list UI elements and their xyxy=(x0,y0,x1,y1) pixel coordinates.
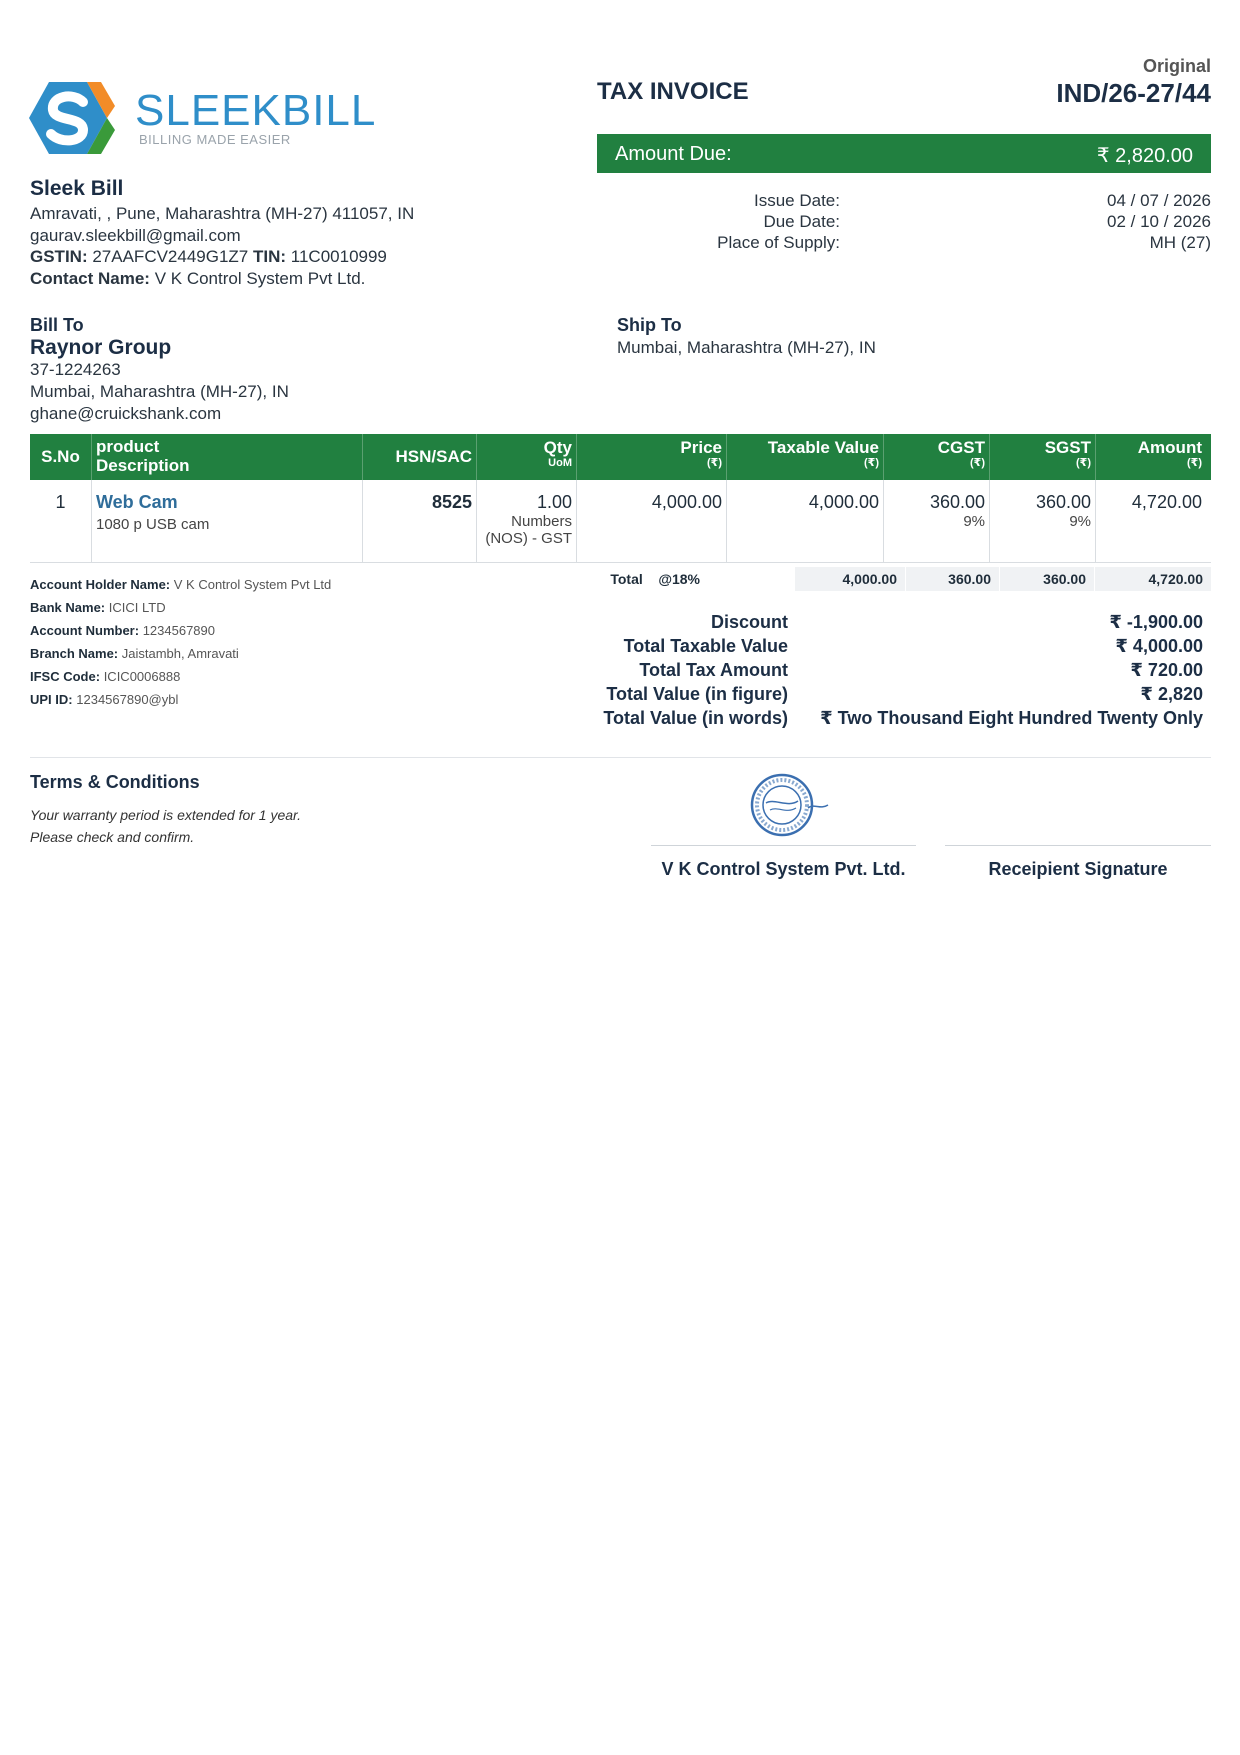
issue-date-label: Issue Date: xyxy=(754,191,840,210)
col-sgst: SGST (₹) xyxy=(990,434,1096,480)
col-taxable-value: Taxable Value (₹) xyxy=(727,434,884,480)
recipient-signature-label: Receipient Signature xyxy=(988,859,1168,879)
bank-name: Bank Name: ICICI LTD xyxy=(30,600,166,615)
place-of-supply-value: MH (27) xyxy=(1149,233,1211,252)
contact-label: Contact Name: xyxy=(30,269,150,288)
tin-value: 11C0010999 xyxy=(290,247,387,266)
sleekbill-logo-icon xyxy=(29,80,115,156)
row-product-name: Web Cam xyxy=(96,492,178,512)
contact-value: V K Control System Pvt Ltd. xyxy=(154,269,366,288)
amount-due-bar xyxy=(597,134,1211,173)
row-sno: 1 xyxy=(30,480,92,562)
total-figure-value: ₹ 2,820 xyxy=(1140,684,1203,704)
row-sgst: 360.00 xyxy=(1035,492,1091,512)
seller-email: gaurav.sleekbill@gmail.com xyxy=(30,226,241,245)
amount-due-value: ₹ 2,820.00 xyxy=(1096,145,1193,167)
ship-to-label: Ship To xyxy=(617,315,682,335)
gstin-label: GSTIN: xyxy=(30,247,88,266)
company-signatory: V K Control System Pvt. Ltd. xyxy=(661,859,906,879)
row-sgst-rate: 9% xyxy=(1069,513,1091,530)
discount-value: ₹ -1,900.00 xyxy=(1109,612,1203,632)
amount-due-label: Amount Due: xyxy=(615,143,732,165)
seller-tax-ids xyxy=(30,247,387,267)
bank-holder: Account Holder Name: V K Control System Pvt Ltd xyxy=(30,577,332,592)
total-label-group xyxy=(560,567,700,591)
row-hsn: 8525 xyxy=(363,480,477,562)
document-title: TAX INVOICE xyxy=(597,78,749,105)
seller-name: Sleek Bill xyxy=(30,177,124,200)
row-qty-cell xyxy=(477,480,577,562)
bill-to-name: Raynor Group xyxy=(30,336,172,359)
bank-upi: UPI ID: 1234567890@ybl xyxy=(30,692,179,707)
col-amount: Amount (₹) xyxy=(1137,438,1202,469)
row-cgst: 360.00 xyxy=(929,492,985,512)
row-uom-1: Numbers xyxy=(511,513,572,530)
total-label: Total xyxy=(610,571,643,587)
total-tax-label: Total Tax Amount xyxy=(639,660,788,680)
row-cgst-rate: 9% xyxy=(963,513,985,530)
total-sgst: 360.00 xyxy=(999,567,1094,591)
col-sno: S.No xyxy=(30,434,92,480)
row-qty: 1.00 xyxy=(536,492,572,512)
ship-to-address: Mumbai, Maharashtra (MH-27), IN xyxy=(617,338,876,357)
row-amount: 4,720.00 xyxy=(1131,492,1202,512)
row-uom-2: (NOS) - GST xyxy=(485,530,572,547)
copy-label: Original xyxy=(1142,56,1211,76)
logo-tagline: BILLING MADE EASIER xyxy=(139,132,291,147)
invoice-number: IND/26-27/44 xyxy=(1056,78,1211,108)
col-description: product Description xyxy=(92,434,363,480)
col-hsn: HSN/SAC xyxy=(363,434,477,480)
items-table-header xyxy=(30,434,1211,480)
bank-account-number: Account Number: 1234567890 xyxy=(30,623,215,638)
col-qty: Qty UoM xyxy=(477,434,577,480)
total-cgst: 360.00 xyxy=(905,567,999,591)
bill-to-label: Bill To xyxy=(30,315,84,335)
total-rate: @18% xyxy=(658,571,700,587)
due-date-label: Due Date: xyxy=(763,212,840,231)
total-words-value: ₹ Two Thousand Eight Hundred Twenty Only xyxy=(820,708,1203,728)
company-seal-icon xyxy=(748,770,834,840)
terms-title: Terms & Conditions xyxy=(30,772,200,792)
total-figure-label: Total Value (in figure) xyxy=(606,684,788,704)
terms-line: Your warranty period is extended for 1 year. xyxy=(30,807,302,823)
col-price: Price (₹) xyxy=(577,434,727,480)
discount-label: Discount xyxy=(710,612,788,632)
due-date-value: 02 / 10 / 2026 xyxy=(1107,212,1211,231)
total-tax-value: ₹ 720.00 xyxy=(1130,660,1203,680)
total-amount: 4,720.00 xyxy=(1094,567,1211,591)
row-price: 4,000.00 xyxy=(577,480,727,562)
terms-line: Please check and confirm. xyxy=(30,829,195,845)
col-cgst: CGST (₹) xyxy=(884,434,990,480)
company-signature-line xyxy=(651,845,916,846)
bill-to-phone: 37-1224263 xyxy=(30,360,121,379)
bill-to-email: ghane@cruickshank.com xyxy=(30,404,222,423)
gstin-value: 27AAFCV2449G1Z7 xyxy=(92,247,249,266)
tin-label: TIN: xyxy=(253,247,287,266)
issue-date-value: 04 / 07 / 2026 xyxy=(1107,191,1211,210)
row-cgst-cell xyxy=(884,480,990,562)
company-logo xyxy=(29,80,377,160)
logo-wordmark: SLEEKBILL xyxy=(135,86,377,135)
bank-branch: Branch Name: Jaistambh, Amravati xyxy=(30,646,239,661)
place-of-supply-label: Place of Supply: xyxy=(717,233,840,252)
row-sgst-cell xyxy=(990,480,1096,562)
bill-to-address: Mumbai, Maharashtra (MH-27), IN xyxy=(30,382,289,401)
bank-ifsc: IFSC Code: ICIC0006888 xyxy=(30,669,181,684)
total-taxable-value: ₹ 4,000.00 xyxy=(1115,636,1203,656)
row-taxable: 4,000.00 xyxy=(727,480,884,562)
row-description-cell xyxy=(92,480,363,562)
table-total-strip xyxy=(560,567,1211,591)
table-row xyxy=(30,480,1211,563)
row-product-description: 1080 p USB cam xyxy=(96,516,210,533)
total-taxable-label: Total Taxable Value xyxy=(623,636,788,656)
seller-address: Amravati, , Pune, Maharashtra (MH-27) 411057, IN xyxy=(30,204,415,223)
seller-contact xyxy=(30,269,365,289)
section-divider xyxy=(30,757,1211,758)
total-words-label: Total Value (in words) xyxy=(603,708,788,728)
total-taxable: 4,000.00 xyxy=(794,567,905,591)
recipient-signature-line xyxy=(945,845,1211,846)
